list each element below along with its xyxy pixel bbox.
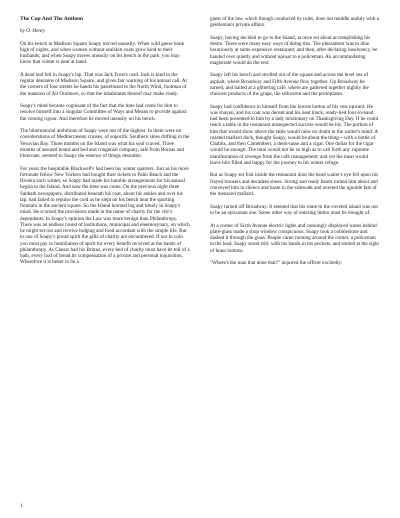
document-title: The Cop And The Anthem: [20, 16, 83, 22]
paragraph: For years the hospitable Blackwell's had been his winter quarters. Just as his more fortunate fellow New Yorkers had bought their tickets to Palm Beach and the Riviera each winter, so Soapy had made his humble arrangements for his annual hegira to the Island. And now the time was come. On the previous night three Sabbath newspapers, distributed beneath his coat, about his ankles and over his lap, had failed to repulse the cold as he slept on his bench near the spurting fountain in the ancient square. So the Island loomed big and timely in Soapy's mind. He scorned the provisions made in the name of charity for the city's dependents. In Soapy's opinion the Law was more benign than Philanthropy. There was an endless round of institutions, municipal and eleemosynary, on which he might set out and receive lodging and food accordant with the simple life. But to one of Soapy's proud spirit the gifts of charity are encumbered. If not in coin you must pay in humiliation of spirit for every benefit received at the hands of philanthropy. As Caesar had his Brutus, every bed of charity must have its toll of a bath, every loaf of bread its compensation of a private and personal inquisition. Wherefore it is better to be a: [20, 165, 190, 266]
right-column: [210, 16, 380, 273]
paragraph: "Where's the man that done that?" inquired the officer excitedly.: [210, 260, 343, 267]
paragraph: A dead leaf fell in Soapy's lap. That was Jack Frost's card. Jack is kind to the regular denizens of Madison Square, and gives fair warning of his annual call. At the corners of four streets he hands his pasteboard to the North Wind, footman of the mansion of All Outdoors, so that the inhabitants thereof may make ready.: [20, 71, 187, 97]
paragraph: Soapy turned off Broadway. It seemed that his route to the coveted island was not to be an epicurean one. Some other way of entering limbo must be thought of.: [210, 203, 378, 216]
paragraph: Soapy's mind became cognisant of the fact that the time had come for him to resolve himself into a singular Committee of Ways and Means to provide against the coming rigour. And therefore he moved uneasily on his bench.: [20, 103, 187, 122]
paragraph: Soapy had confidence in himself from the lowest button of his vest upward. He was shaven, and his coat was decent and his neat black, ready-tied four-in-hand had been presented to him by a lady missionary on Thanksgiving Day. If he could reach a table in the restaurant unsuspected success would be his. The portion of him that would show above the table would raise no doubt in the waiter's mind. A roasted mallard duck, thought Soapy, would be about the thing—with a bottle of Chablis, and then Camembert, a demi-tasse and a cigar. One dollar for the cigar would be enough. The total would not be so high as to call forth any supreme manifestation of revenge from the café management; and yet the meat would leave him filled and happy for the journey to his winter refuge.: [210, 103, 379, 166]
page-number: 1: [20, 503, 23, 509]
left-column: [20, 16, 190, 272]
paragraph: The hibernatorial ambitions of Soapy were not of the highest. In them were no considerations of Mediterranean cruises, of soporific Southern skies drifting in the Vesuvian Bay. Three months on the Island was what his soul craved. Three months of assured board and bed and congenial company, safe from Boreas and bluecoats, seemed to Soapy the essence of things desirable.: [20, 128, 190, 160]
paragraph: guest of the law, which though conducted by rules, does not meddle unduly with a gentleman's private affairs.: [210, 16, 379, 29]
paragraph: At a corner of Sixth Avenue electric lights and cunningly displayed wares behind plate-glass made a shop window conspicuous. Soapy took a cobblestone and dashed it through the glass. People came running around the corner, a policeman in the lead. Soapy stood still, with his hands in his pockets, and smiled at the sight of brass buttons.: [210, 222, 379, 254]
paragraph: Soapy, having decided to go to the Island, at once set about accomplishing his desire. There were many easy ways of doing this. The pleasantest was to dine luxuriously at some expensive restaurant; and then, after declaring insolvency, be handed over quietly and without uproar to a policeman. An accommodating magistrate would do the rest.: [210, 34, 378, 66]
paragraph: Soapy left his bench and strolled out of the square and across the level sea of asphalt, where Broadway and Fifth Avenue flow together. Up Broadway he turned, and halted at a glittering café, where are gathered together nightly the choicest products of the grape, the silkworm and the protoplasm.: [210, 72, 369, 98]
paragraph: But as Soapy set foot inside the restaurant door the head waiter's eye fell upon his frayed trousers and decadent shoes. Strong and ready hands turned him about and conveyed him in silence and haste to the sidewalk and averted the ignoble fate of the menaced mallard.: [210, 172, 379, 198]
paragraph: On his bench in Madison Square Soapy moved uneasily. When wild geese honk high of nights, and when women without sealskin coats grow kind to their husbands, and when Soapy moves uneasily on his bench in the park, you may know that winter is near at hand.: [20, 40, 185, 66]
document-author: by O. Henry: [20, 28, 46, 35]
